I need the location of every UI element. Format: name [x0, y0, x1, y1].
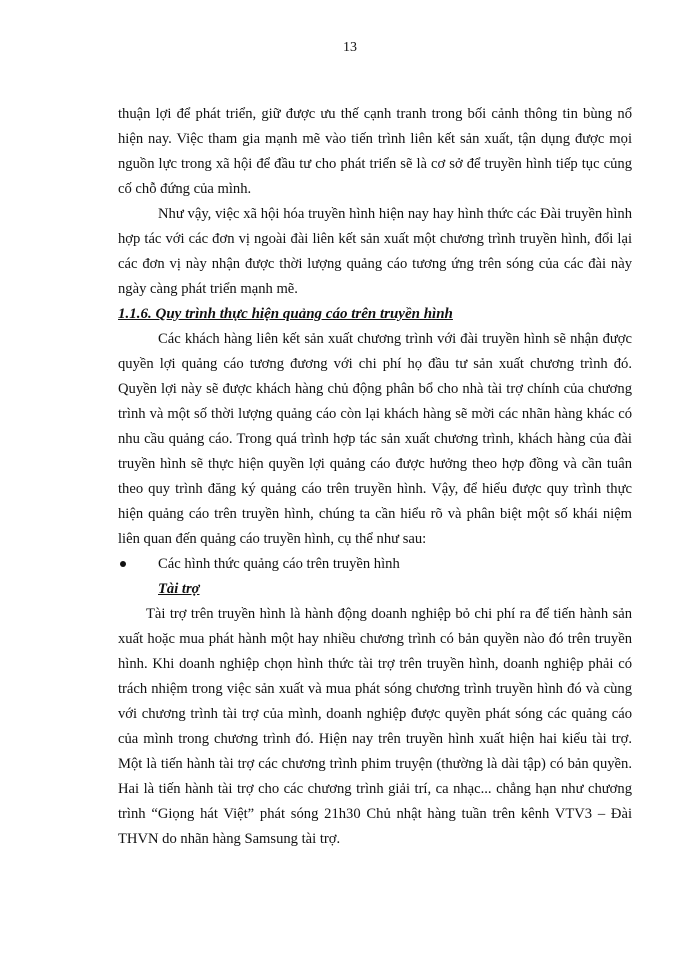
bullet-dot-icon	[120, 561, 126, 567]
bullet-text: Các hình thức quảng cáo trên truyền hình	[158, 556, 400, 572]
page-body	[118, 102, 632, 852]
subheading: Tài trợ	[158, 581, 200, 597]
paragraph-1: thuận lợi để phát triển, giữ được ưu thế cạnh tranh trong bối cảnh thông tin bùng nổ hiện nay. Việc tham gia mạnh mẽ vào tiến trình liên kết sản xuất, tận dụng được mọi nguồn lực trong xã hội để đầu tư cho phát triển sẽ là cơ sở để truyền hình tiếp tục củng cố chỗ đứng của mình.	[118, 106, 632, 197]
paragraph-4: Tài trợ trên truyền hình là hành động doanh nghiệp bỏ chi phí ra để tiến hành sản xuất hoặc mua phát hành một hay nhiều chương trình có bản quyền nào đó trên truyền hình. Khi doanh nghiệp chọn hình thức tài trợ trên truyền hình, doanh nghiệp phải có trách nhiệm trong việc sản xuất và mua phát sóng chương trình truyền hình đó và cùng với chương trình tài trợ của mình, doanh nghiệp được quyền phát sóng các quảng cáo của mình trong chương trình đó. Hiện nay trên truyền hình xuất hiện hai kiểu tài trợ. Một là tiến hành tài trợ các chương trình phim truyện (thường là dài tập) có bản quyền. Hai là tiến hành tài trợ cho các chương trình giải trí, ca nhạc... chẳng hạn như chương trình “Giọng hát Việt” phát sóng 21h30 Chủ nhật hàng tuần trên kênh VTV3 – Đài THVN do nhãn hàng Samsung tài trợ.	[118, 606, 632, 847]
section-heading: 1.1.6. Quy trình thực hiện quảng cáo trên truyền hình	[118, 306, 453, 322]
paragraph-3: Các khách hàng liên kết sản xuất chương trình với đài truyền hình sẽ nhận được quyền lợi quảng cáo tương đương với chi phí họ đầu tư sản xuất chương trình đó. Quyền lợi này sẽ được khách hàng chủ động phân bổ cho nhà tài trợ chính của chương trình và một số thời lượng quảng cáo còn lại khách hàng sẽ mời các nhãn hàng khác có nhu cầu quảng cáo. Trong quá trình hợp tác sản xuất chương trình, khách hàng của đài truyền hình sẽ thực hiện quyền lợi quảng cáo được hưởng theo hợp đồng và cần tuân theo quy trình đăng ký quảng cáo trên truyền hình. Vậy, để hiểu được quy trình thực hiện quảng cáo trên truyền hình, chúng ta cần hiểu rõ và phân biệt một số khái niệm liên quan đến quảng cáo truyền hình, cụ thể như sau:	[118, 331, 632, 547]
paragraph-2: Như vậy, việc xã hội hóa truyền hình hiện nay hay hình thức các Đài truyền hình hợp tác với các đơn vị ngoài đài liên kết sản xuất một chương trình truyền hình, đổi lại các đơn vị này nhận được thời lượng quảng cáo tương ứng trên sóng của các đài này ngày càng phát triển mạnh mẽ.	[118, 206, 632, 297]
bullet-item	[118, 552, 632, 577]
page-number: 13	[343, 40, 357, 55]
